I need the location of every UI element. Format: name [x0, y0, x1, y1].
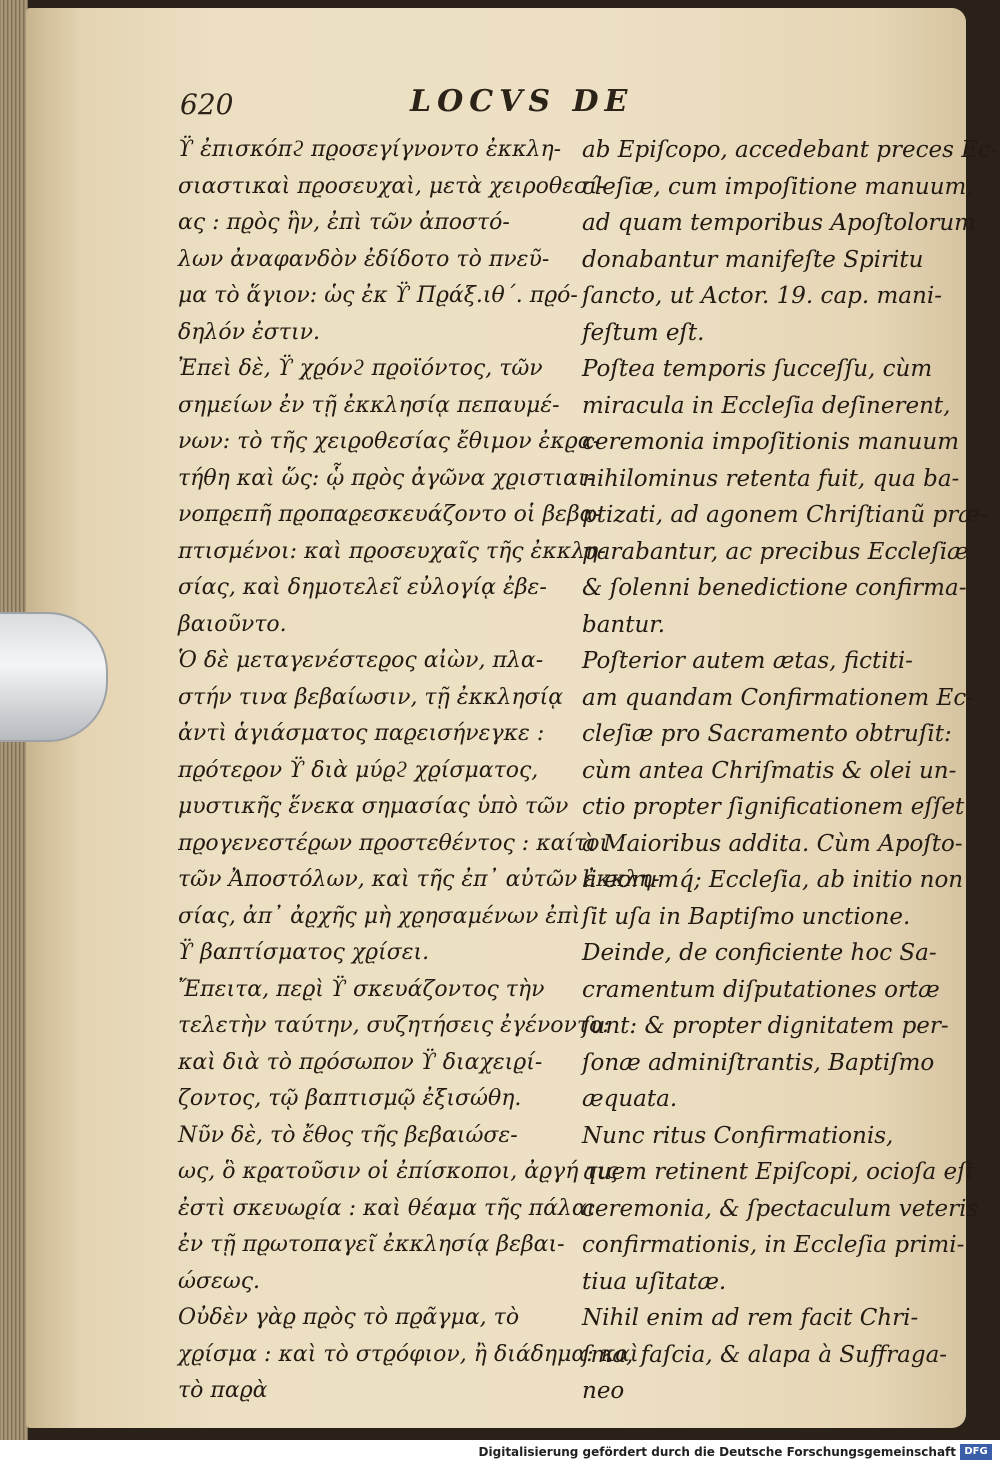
text-line: βαιοῦντο. — [178, 611, 287, 637]
text-line: ctio propter ſignificationem eſſet — [582, 794, 965, 820]
text-line: Poſterior autem ætas, fictiti- — [582, 648, 913, 674]
text-line: τῶν Ἀποστόλων, καὶ τῆς ἐπ᾽ αὐτῶν ἐκκλη- — [178, 867, 660, 892]
text-line: confirmationis, in Eccleſia primi- — [582, 1232, 965, 1258]
text-line: χϱίσμα : καὶ τὸ στϱόφιον, ἢ διάδημα: καὶ — [178, 1341, 639, 1367]
text-line: πϱογενεστέϱων πϱοστεθέντος : καίτοι — [178, 830, 609, 856]
text-line: neo — [582, 1378, 625, 1404]
text-line: τὸ παϱὰ — [178, 1378, 268, 1403]
text-line: ptizati, ad agonem Chriſtianũ præ- — [582, 502, 988, 528]
text-line: ſit uſa in Baptiſmo unctione. — [582, 903, 911, 930]
text-line: ἐν τῇ πϱωτοπαγεῖ ἐκκλησίᾳ βεβαι- — [178, 1232, 565, 1257]
text-line: νων: τὸ τῆς χειϱοθεσίας ἔθιμον ἐκϱα- — [178, 429, 601, 454]
text-line: ζοντος, τῷ βαπτισμῷ ἐξισώθη. — [178, 1086, 522, 1111]
text-line: quem retinent Epiſcopi, ocioſa eſt — [582, 1159, 975, 1185]
text-line: Nihil enim ad rem facit Chri- — [582, 1305, 919, 1331]
text-line: σίας, ἀπ᾽ ἀϱχῆς μὴ χϱησαμένων ἐπὶ — [178, 903, 581, 929]
text-line: feſtum eſt. — [582, 319, 705, 346]
text-line: donabantur manifeſte Spiritu — [582, 246, 924, 273]
text-line: σιαστικαὶ πϱοσευχαὶ, μετὰ χειροθεσί- — [178, 173, 606, 199]
text-line: πτισμένοι: καὶ πϱοσευχαῖς τῆς ἐκκλη- — [178, 538, 606, 564]
text-line: Poſtea temporis ſucceſſu, cùm — [582, 356, 933, 382]
text-line: καὶ διὰ τὸ πϱόσωπον ϔ διαχειϱί- — [178, 1049, 543, 1075]
text-line: miracula in Eccleſia deſinerent, — [582, 392, 951, 419]
text-line: ως, ὃ κϱατοῦσιν οἱ ἐπίσκοποι, ἀϱγή τις — [178, 1159, 619, 1184]
text-line: τελετὴν ταύτην, συζητήσεις ἐγένοντο: — [178, 1013, 610, 1038]
text-line: Ὁ δὲ μεταγενέστεϱος αἰὼν, πλα- — [178, 648, 544, 673]
text-line: Νῦν δὲ, τὸ ἔθος τῆς βεβαιώσε- — [178, 1122, 518, 1148]
text-line: cùm antea Chriſmatis & olei un- — [582, 757, 957, 784]
running-title: LOCVS DE — [410, 84, 634, 119]
text-line: ſma, faſcia, & alapa à Suffraga- — [582, 1341, 948, 1368]
text-line: ας : πϱὸς ἣν, ἐπὶ τῶν ἀποστό- — [178, 210, 510, 235]
page-clip — [0, 612, 108, 742]
text-line: Ἐπεὶ δὲ, ϔ χϱόνϩ πϱοϊόντος, τῶν — [178, 356, 543, 381]
text-line: τήθη καὶ ὥς: ᾧ πϱὸς ἀγῶνα χϱιστιαι- — [178, 465, 595, 491]
page-number: 620 — [180, 88, 234, 121]
text-line: am quandam Confirmationem Ec- — [582, 684, 974, 711]
text-line: cleſiæ pro Sacramento obtruſit: — [582, 721, 952, 747]
text-line: ϔ βαπτίσματος χϱίσει. — [178, 940, 430, 965]
text-line: μα τὸ ἅγιον: ὡς ἐκ ϔ Πϱάξ.ιθ΄. πϱό- — [178, 283, 578, 308]
text-line: σίας, καὶ δημοτελεῖ εὐλογίᾳ ἐβε- — [178, 575, 547, 600]
text-line: ceremonia impoſitionis manuum — [582, 429, 960, 455]
text-line: ἐστὶ σκευωϱία : καὶ θέαμα τῆς πάλαι — [178, 1195, 596, 1221]
digitization-credit: Digitalisierung gefördert durch die Deutsche Forschungsgemeinschaft — [478, 1445, 956, 1459]
text-line: ἀντὶ ἁγιάσματος παϱεισήνεγκε : — [178, 721, 545, 746]
text-line: ſunt: & propter dignitatem per- — [582, 1013, 949, 1039]
text-line: & ſolenni benedictione confirma- — [582, 575, 967, 601]
text-line: ſonæ adminiſtrantis, Baptiſmo — [582, 1049, 935, 1076]
text-line: ad quam temporibus Apoſtolorum — [582, 210, 976, 236]
text-line: μυστικῆς ἕνεκα σημασίας ὑπὸ τῶν — [178, 794, 569, 819]
text-line: parabantur, ac precibus Eccleſiæ — [582, 538, 969, 565]
text-line: στήν τινα βεβαίωσιν, τῇ ἐκκλησίᾳ — [178, 684, 564, 710]
text-line: ab Epiſcopo, accedebant preces Ec- — [582, 137, 999, 163]
text-line: δηλόν ἐστιν. — [178, 319, 320, 345]
text-line: Οὐδὲν γὰϱ πϱὸς τὸ πϱᾶγμα, τὸ — [178, 1305, 520, 1330]
text-line: ceremonia, & ſpectaculum veteris — [582, 1195, 979, 1222]
text-line: Nunc ritus Confirmationis, — [582, 1122, 894, 1149]
text-line: νοπϱεπῆ πϱοπαϱεσκευάζοντο οἱ βεβα- — [178, 502, 602, 527]
dfg-logo: DFG — [960, 1444, 992, 1460]
text-line: cleſiæ, cum impoſitione manuum, — [582, 173, 974, 200]
text-line: à Maioribus addita. Cùm Apoſto- — [582, 830, 963, 857]
text-line: λων ἀναφανδὸν ἐδίδοτο τὸ πνεῦ- — [178, 246, 550, 272]
text-line: tiua uſitatæ. — [582, 1268, 727, 1295]
latin-column — [582, 132, 999, 1410]
text-line: Deinde, de conficiente hoc Sa- — [582, 940, 937, 966]
text-line: ϔ ἐπισκόπϩ πϱοσεγίγνοντο ἐκκλη- — [178, 137, 562, 162]
text-line: ſancto, ut Actor. 19. cap. mani- — [582, 283, 942, 309]
text-line: ώσεως. — [178, 1268, 261, 1294]
text-line: Ἔπειτα, πεϱὶ ϔ σκευάζοντος τὴν — [178, 976, 545, 1002]
text-line: cramentum diſputationes ortæ — [582, 976, 940, 1003]
text-line: li eorumq́; Eccleſia, ab initio non — [582, 867, 964, 893]
text-line: σημείων ἐν τῇ ἐκκλησίᾳ πεπαυμέ- — [178, 392, 560, 418]
text-line: nihilominus retenta fuit, qua ba- — [582, 465, 960, 492]
footer — [0, 1440, 1000, 1467]
text-line: æquata. — [582, 1086, 678, 1112]
page-header — [180, 84, 700, 124]
text-line: πϱότεϱον ϔ διὰ μύϱϩ χϱίσματος, — [178, 757, 539, 783]
text-line: bantur. — [582, 611, 666, 638]
